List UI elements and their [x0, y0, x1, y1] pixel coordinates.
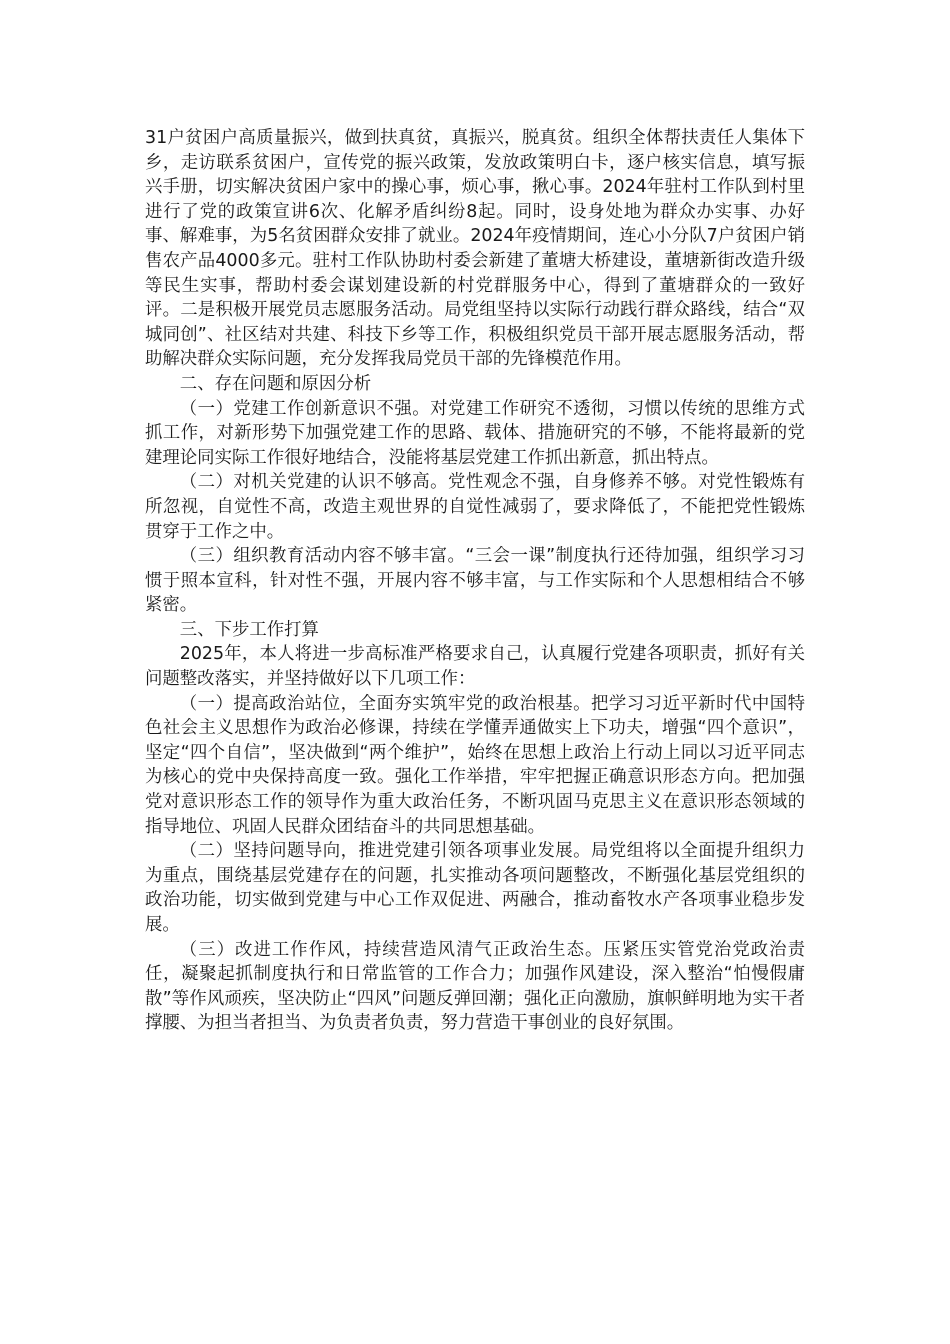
section-heading-next-steps: 三、下步工作打算 — [179, 619, 319, 640]
paragraph-next-steps-intro: 2025年，本人将进一步高标准严格要求自己，认真履行党建各项职责，抓好有关问题整改落实，并坚持做好以下几项工作： — [145, 644, 805, 690]
section-heading-problems: 二、存在问题和原因分析 — [179, 373, 372, 394]
paragraph-problem-1: （一）党建工作创新意识不强。对党建工作研究不透彻，习惯以传统的思维方式抓工作，对新形势下加强党建工作的思路、载体、措施研究的不够，不能将最新的党建理论同实际工作很好地结合，没能将基层党建工作抓出新意，抓出特点。 — [145, 398, 805, 468]
paragraph-plan-1: （一）提高政治站位，全面夯实筑牢党的政治根基。把学习习近平新时代中国特色社会主义思想作为政治必修课，持续在学懂弄通做实上下功夫，增强“四个意识”，坚定“四个自信”，坚决做到“两个维护”，始终在思想上政治上行动上同以习近平同志为核心的党中央保持高度一致。强化工作举措，牢牢把握正确意识形态方向。把加强党对意识形态工作的领导作为重大政治任务，不断巩固马克思主义在意识形态领域的指导地位、巩固人民群众团结奋斗的共同思想基础。 — [145, 693, 805, 837]
paragraph-poverty-alleviation: 31户贫困户高质量振兴，做到扶真贫，真振兴，脱真贫。组织全体帮扶责任人集体下乡，走访联系贫困户，宣传党的振兴政策，发放政策明白卡，逐户核实信息，填写振兴手册，切实解决贫困户家中的操心事，烦心事，揪心事。2024年驻村工作队到村里进行了党的政策宣讲6次、化解矛盾纠纷8起。同时，设身处地为群众办实事、办好事、解难事，为5名贫困群众安排了就业。2024年疫情期间，连心小分队7户贫困户销售农产品4000多元。驻村工作队协助村委会新建了董塘大桥建设，董塘新街改造升级等民生实事，帮助村委会谋划建设新的村党群服务中心，得到了董塘群众的一致好评。二是积极开展党员志愿服务活动。局党组坚持以实际行动践行群众路线，结合“双城同创”、社区结对共建、科技下乡等工作，积极组织党员干部开展志愿服务活动，帮助解决群众实际问题，充分发挥我局党员干部的先锋模范作用。 — [145, 128, 805, 370]
document-page — [145, 126, 805, 1036]
paragraph-problem-2: （二）对机关党建的认识不够高。党性观念不强，自身修养不够。对党性锻炼有所忽视，自觉性不高，改造主观世界的自觉性减弱了，要求降低了，不能把党性锻炼贯穿于工作之中。 — [145, 472, 805, 542]
paragraph-problem-3: （三）组织教育活动内容不够丰富。“三会一课”制度执行还待加强，组织学习习惯于照本宣科，针对性不强，开展内容不够丰富，与工作实际和个人思想相结合不够紧密。 — [145, 546, 805, 616]
paragraph-plan-2: （二）坚持问题导向，推进党建引领各项事业发展。局党组将以全面提升组织力为重点，围绕基层党建存在的问题，扎实推动各项问题整改，不断强化基层党组织的政治功能，切实做到党建与中心工作双促进、两融合，推动畜牧水产各项事业稳步发展。 — [145, 841, 805, 935]
paragraph-plan-3: （三）改进工作作风，持续营造风清气正政治生态。压紧压实管党治党政治责任，凝聚起抓制度执行和日常监管的工作合力；加强作风建设，深入整治“怕慢假庸散”等作风顽疾，坚决防止“四风”问题反弹回潮；强化正向激励，旗帜鲜明地为实干者撑腰、为担当者担当、为负责者负责，努力营造干事创业的良好氛围。 — [145, 939, 805, 1034]
